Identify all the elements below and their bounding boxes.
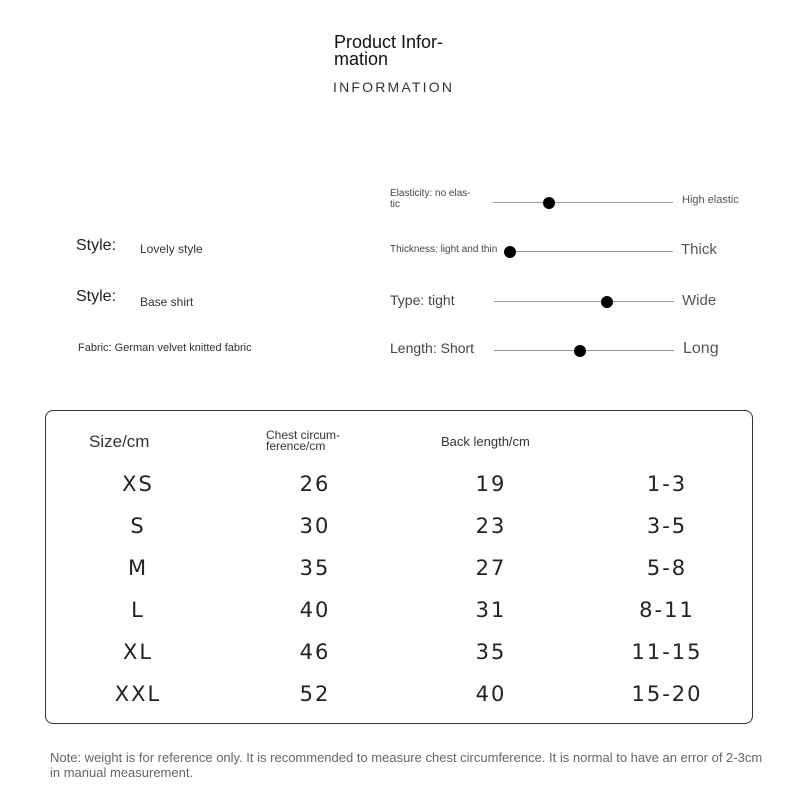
col-4-cell: 3-5 (646, 514, 688, 538)
header-back-length: Back length/cm (441, 434, 530, 449)
elasticity-high-label: High elastic (682, 194, 739, 206)
header-chest: Chest circum- ference/cm (266, 428, 341, 453)
length-low-label: Length: Short (390, 340, 475, 356)
elasticity-track (493, 202, 673, 203)
style-value-1: Lovely style (140, 242, 203, 256)
thickness-low-label: Thickness: light and thin (390, 244, 498, 255)
table-row (46, 550, 752, 586)
measurement-note: Note: weight is for reference only. It is recommended to measure chest circumference. It is normal to have an error of 2-3cm in manual measurement. (50, 750, 763, 780)
col-4-cell: 8-11 (639, 598, 695, 622)
type-low-label: Type: tight (390, 292, 455, 308)
style-value-2: Base shirt (140, 295, 194, 309)
type-high-label: Wide (682, 292, 717, 309)
size-table (45, 410, 753, 724)
back-length-cell: 19 (475, 472, 507, 496)
size-cell: XL (122, 640, 154, 664)
col-4-cell: 1-3 (646, 472, 688, 496)
length-high-label: Long (683, 340, 719, 357)
chest-cell: 46 (299, 640, 331, 664)
type-knob (601, 296, 613, 308)
chest-cell: 40 (299, 598, 331, 622)
chest-cell: 52 (299, 682, 331, 706)
length-knob (574, 345, 586, 357)
size-cell: XS (122, 472, 154, 496)
elasticity-low-label: Elasticity: no elas- tic (390, 188, 471, 210)
col-4-cell: 11-15 (631, 640, 703, 664)
size-cell: L (131, 598, 145, 622)
table-row (46, 634, 752, 670)
back-length-cell: 31 (475, 598, 507, 622)
type-track (494, 301, 674, 302)
fabric-text: Fabric: German velvet knitted fabric (78, 342, 252, 354)
style-label-2: Style: (76, 288, 117, 305)
style-label-1: Style: (76, 237, 117, 254)
size-cell: S (130, 514, 146, 538)
chest-cell: 30 (299, 514, 331, 538)
page-subtitle: INFORMATION (333, 79, 455, 95)
col-4-cell: 5-8 (646, 556, 688, 580)
chest-cell: 26 (299, 472, 331, 496)
back-length-cell: 27 (475, 556, 507, 580)
back-length-cell: 35 (475, 640, 507, 664)
size-cell: M (127, 556, 149, 580)
page-title: Product Infor- mation (334, 32, 444, 69)
size-cell: XXL (114, 682, 162, 706)
table-row (46, 466, 752, 502)
chest-cell: 35 (299, 556, 331, 580)
table-row (46, 676, 752, 712)
thickness-knob (504, 246, 516, 258)
back-length-cell: 23 (475, 514, 507, 538)
table-row (46, 508, 752, 544)
col-4-cell: 15-20 (631, 682, 703, 706)
header-size: Size/cm (89, 432, 150, 451)
elasticity-knob (543, 197, 555, 209)
thickness-high-label: Thick (681, 241, 717, 258)
table-row (46, 592, 752, 628)
thickness-track (505, 251, 673, 252)
back-length-cell: 40 (475, 682, 507, 706)
